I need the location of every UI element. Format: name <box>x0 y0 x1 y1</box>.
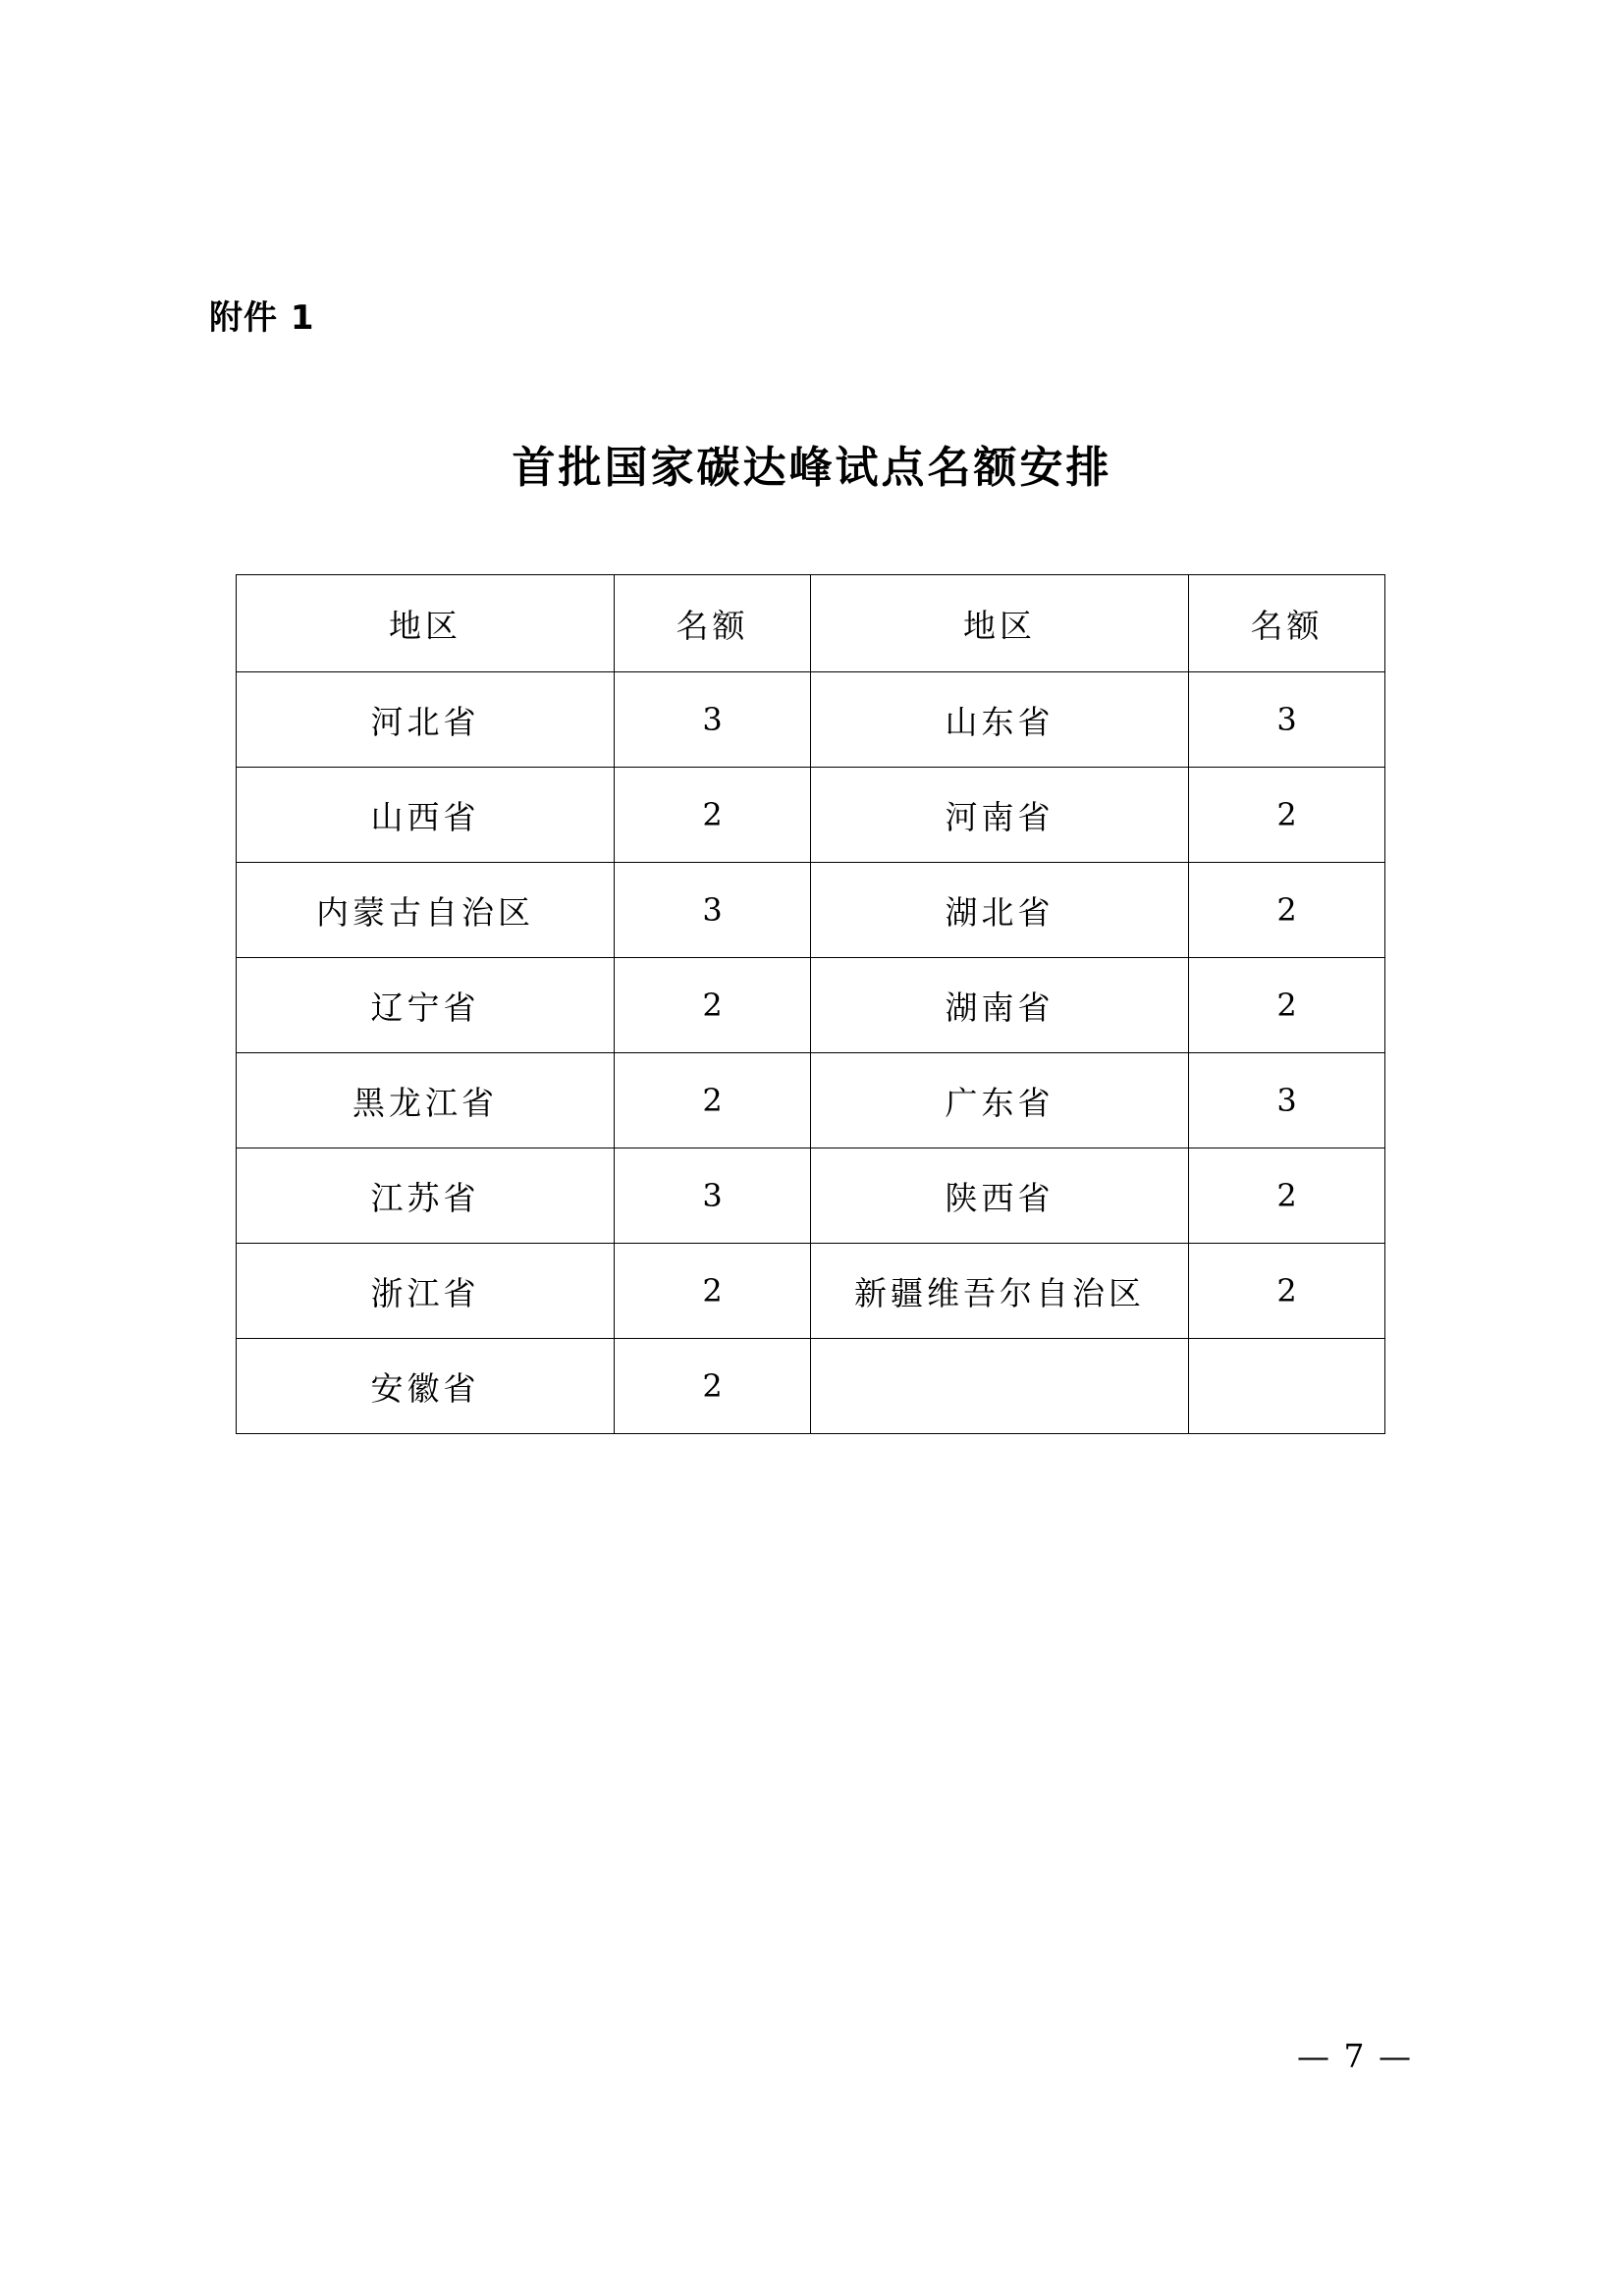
attachment-label: 附件 1 <box>209 298 315 338</box>
quota-cell: 3 <box>1189 672 1385 768</box>
region-cell: 浙江省 <box>237 1244 615 1339</box>
quota-cell: 2 <box>615 1244 811 1339</box>
region-cell: 安徽省 <box>237 1339 615 1434</box>
page-number: — 7 — <box>1297 2037 1413 2075</box>
column-header-quota-right: 名额 <box>1189 575 1385 672</box>
quota-cell-empty <box>1189 1339 1385 1434</box>
column-header-region-left: 地区 <box>237 575 615 672</box>
column-header-region-right: 地区 <box>811 575 1189 672</box>
quota-cell: 2 <box>615 958 811 1053</box>
page-title: 首批国家碳达峰试点名额安排 <box>512 443 1112 493</box>
region-cell: 山东省 <box>811 672 1189 768</box>
region-cell: 湖北省 <box>811 863 1189 958</box>
table-row <box>237 1339 1385 1434</box>
region-cell-empty <box>811 1339 1189 1434</box>
table-row <box>237 958 1385 1053</box>
quota-cell: 2 <box>615 1053 811 1148</box>
region-cell: 湖南省 <box>811 958 1189 1053</box>
quota-cell: 2 <box>615 1339 811 1434</box>
table-header-row <box>237 575 1385 672</box>
region-cell: 河北省 <box>237 672 615 768</box>
region-cell: 辽宁省 <box>237 958 615 1053</box>
quota-cell: 2 <box>1189 863 1385 958</box>
region-cell: 山西省 <box>237 768 615 863</box>
region-cell: 黑龙江省 <box>237 1053 615 1148</box>
table-row <box>237 1053 1385 1148</box>
table-row <box>237 1244 1385 1339</box>
region-cell: 新疆维吾尔自治区 <box>811 1244 1189 1339</box>
quota-cell: 3 <box>1189 1053 1385 1148</box>
table-row <box>237 1148 1385 1244</box>
quota-cell: 2 <box>1189 958 1385 1053</box>
region-cell: 江苏省 <box>237 1148 615 1244</box>
region-cell: 广东省 <box>811 1053 1189 1148</box>
table-row <box>237 768 1385 863</box>
quota-cell: 2 <box>1189 1148 1385 1244</box>
table-row <box>237 672 1385 768</box>
quota-cell: 2 <box>615 768 811 863</box>
pilot-quota-table <box>236 574 1385 1434</box>
quota-cell: 3 <box>615 863 811 958</box>
quota-cell: 3 <box>615 1148 811 1244</box>
region-cell: 河南省 <box>811 768 1189 863</box>
quota-cell: 3 <box>615 672 811 768</box>
column-header-quota-left: 名额 <box>615 575 811 672</box>
region-cell: 内蒙古自治区 <box>237 863 615 958</box>
table-row <box>237 863 1385 958</box>
quota-cell: 2 <box>1189 1244 1385 1339</box>
region-cell: 陕西省 <box>811 1148 1189 1244</box>
quota-cell: 2 <box>1189 768 1385 863</box>
